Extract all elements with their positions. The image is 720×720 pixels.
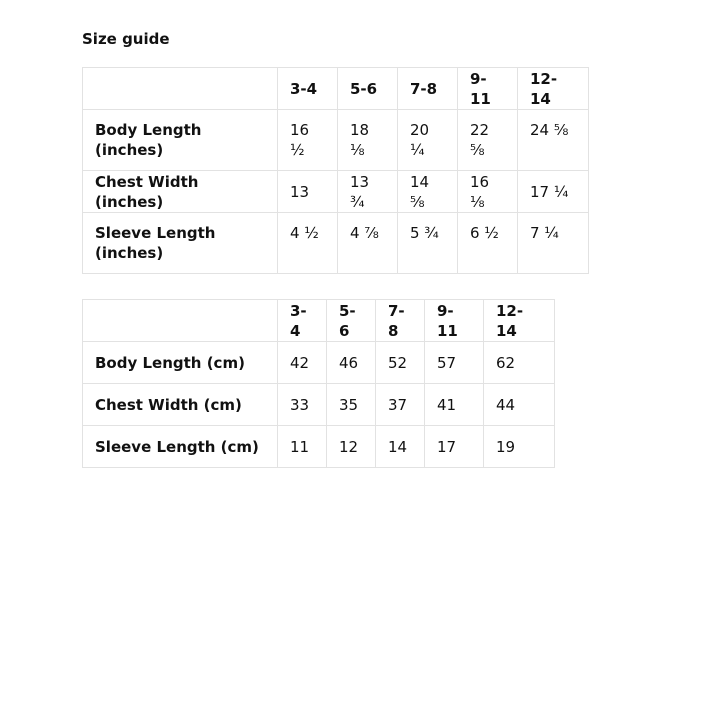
table-cell: 16 ½ (278, 110, 338, 171)
column-header: 12-14 (518, 68, 589, 110)
page-title: Size guide (82, 30, 170, 48)
column-header: 9-11 (425, 300, 484, 342)
table-cell: 42 (278, 342, 327, 384)
table-cell: 20 ¼ (398, 110, 458, 171)
size-table-inches (82, 67, 589, 274)
table-cell: 37 (376, 384, 425, 426)
column-header: 12-14 (484, 300, 555, 342)
row-label: Sleeve Length (inches) (83, 213, 278, 274)
size-table-cm (82, 299, 555, 468)
header-empty-cell (83, 300, 278, 342)
table-cell: 44 (484, 384, 555, 426)
header-empty-cell (83, 68, 278, 110)
table-cell: 17 (425, 426, 484, 468)
table-cell: 19 (484, 426, 555, 468)
column-header: 3-4 (278, 68, 338, 110)
row-label: Chest Width (inches) (83, 171, 278, 213)
table-cell: 16 ⅛ (458, 171, 518, 213)
table-cell: 14 (376, 426, 425, 468)
column-header: 9-11 (458, 68, 518, 110)
table-cell: 22 ⅝ (458, 110, 518, 171)
row-label: Sleeve Length (cm) (83, 426, 278, 468)
table-row (83, 342, 555, 384)
table-cell: 62 (484, 342, 555, 384)
table-cell: 33 (278, 384, 327, 426)
table-cell: 5 ¾ (398, 213, 458, 274)
table-row (83, 110, 589, 171)
table-cell: 18 ⅛ (338, 110, 398, 171)
table-cell: 7 ¼ (518, 213, 589, 274)
table-cell: 13 ¾ (338, 171, 398, 213)
table-cell: 12 (327, 426, 376, 468)
table-header-row (83, 68, 589, 110)
column-header: 7-8 (398, 68, 458, 110)
table-row (83, 171, 589, 213)
table-cell: 4 ⅞ (338, 213, 398, 274)
column-header: 3-4 (278, 300, 327, 342)
column-header: 5-6 (338, 68, 398, 110)
table-row (83, 384, 555, 426)
table-cell: 41 (425, 384, 484, 426)
table-cell: 35 (327, 384, 376, 426)
table-cell: 52 (376, 342, 425, 384)
row-label: Body Length (cm) (83, 342, 278, 384)
table-row (83, 426, 555, 468)
table-cell: 11 (278, 426, 327, 468)
row-label: Body Length (inches) (83, 110, 278, 171)
table-cell: 24 ⅝ (518, 110, 589, 171)
column-header: 5-6 (327, 300, 376, 342)
table-cell: 17 ¼ (518, 171, 589, 213)
column-header: 7-8 (376, 300, 425, 342)
table-cell: 46 (327, 342, 376, 384)
table-cell: 6 ½ (458, 213, 518, 274)
table-cell: 14 ⅝ (398, 171, 458, 213)
table-header-row (83, 300, 555, 342)
table-cell: 13 (278, 171, 338, 213)
row-label: Chest Width (cm) (83, 384, 278, 426)
table-cell: 4 ½ (278, 213, 338, 274)
table-cell: 57 (425, 342, 484, 384)
table-row (83, 213, 589, 274)
